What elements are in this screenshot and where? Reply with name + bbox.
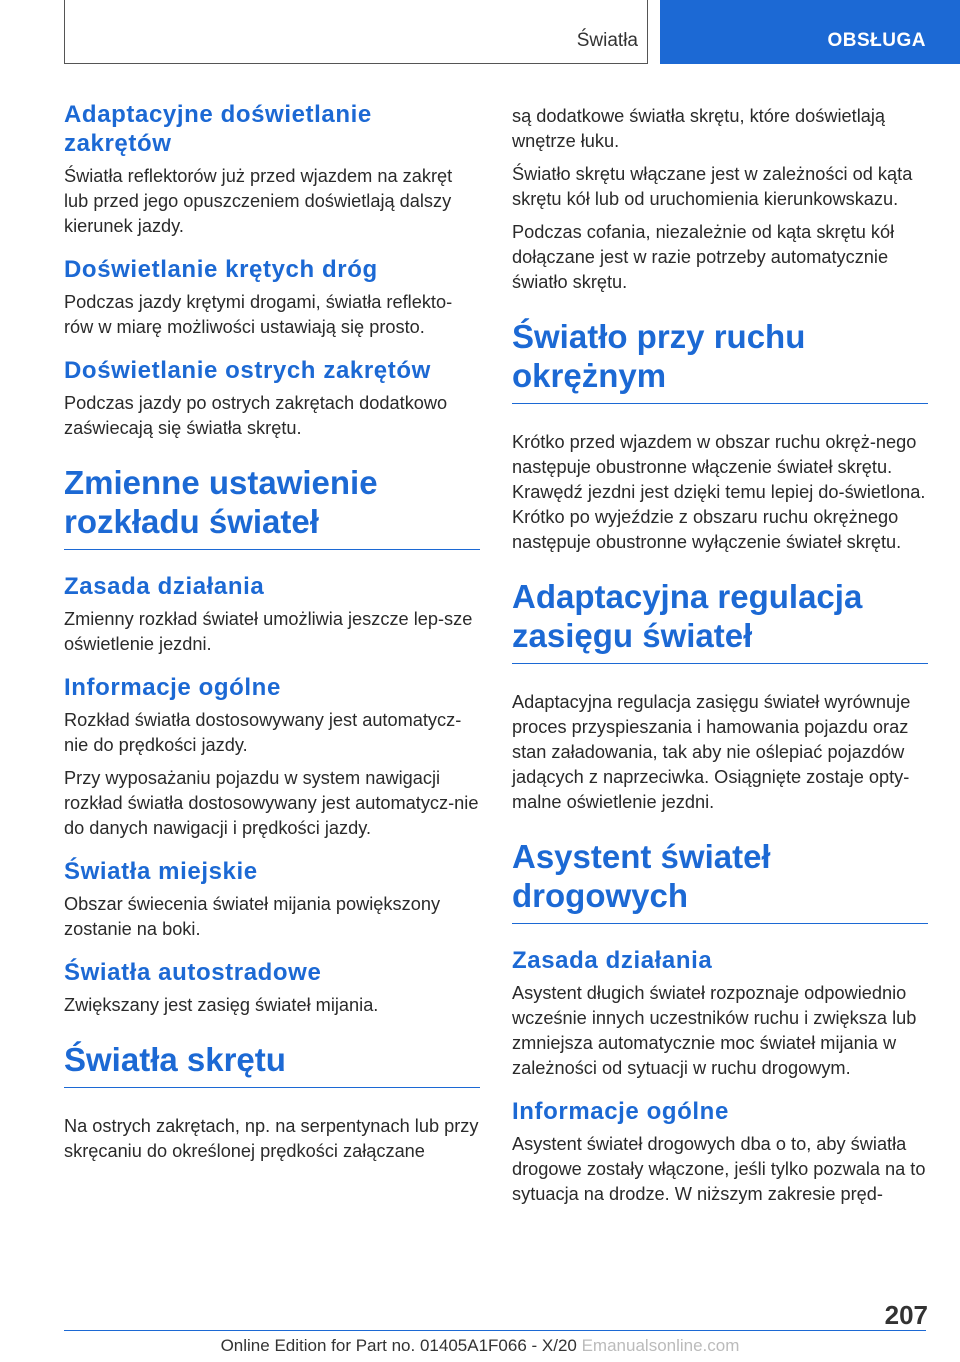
heading-general-info: Informacje ogólne <box>512 1098 729 1125</box>
paragraph: Przy wyposażaniu pojazdu w system nawigacji rozkład światła dostosowywany jest automatycz-nie do danych nawigacji i prędkości jazdy. <box>64 768 479 838</box>
watermark-url: Emanualsonline.com <box>581 1336 740 1355</box>
heading-adaptive-range-control: Adaptacyjna regulacja zasięgu świateł <box>512 577 928 664</box>
edition-text: Online Edition for Part no. 01405A1F066 - X/20 <box>220 1336 577 1355</box>
left-column <box>64 100 480 1172</box>
paragraph: Podczas jazdy po ostrych zakrętach dodatkowo zaświecają się światła skrętu. <box>64 393 448 438</box>
paragraph: są dodatkowe światła skrętu, które doświetlają wnętrze łuku. <box>512 106 886 151</box>
paragraph: Asystent świateł drogowych dba o to, aby światła drogowe zostały włączone, jeśli tylko pozwala na to sytuacja na drodze. W niższym zakresie pręd- <box>512 1134 926 1204</box>
heading-variable-light-distribution: Zmienne ustawienie rozkładu świateł <box>64 463 480 550</box>
heading-roundabout-light: Światło przy ruchu okrężnym <box>512 317 928 404</box>
heading-sharp-curves: Doświetlanie ostrych zakrętów <box>64 357 431 384</box>
heading-high-beam-assistant: Asystent świateł drogowych <box>512 837 928 924</box>
page-number: 207 <box>884 1300 928 1330</box>
paragraph: Światła reflektorów już przed wjazdem na zakręt lub przed jego opuszczeniem doświetlają dalszy kierunek jazdy. <box>64 166 453 236</box>
footer-divider <box>64 1330 926 1331</box>
footer-edition-line <box>0 1336 960 1356</box>
heading-adaptive-curve-lighting: Adaptacyjne doświetlanie zakrętów <box>64 101 372 157</box>
paragraph: Obszar świecenia świateł mijania powiększony zostanie na boki. <box>64 894 441 939</box>
paragraph: Podczas jazdy krętymi drogami, światła reflekto-rów w miarę możliwości ustawiają się prosto. <box>64 292 453 337</box>
heading-city-lights: Światła miejskie <box>64 858 258 885</box>
header-section-title: Światła <box>576 30 638 51</box>
right-column <box>512 100 928 1215</box>
heading-winding-roads: Doświetlanie krętych dróg <box>64 256 378 283</box>
paragraph: Na ostrych zakrętach, np. na serpentynach lub przy skręcaniu do określonej prędkości załączane <box>64 1116 479 1161</box>
paragraph: Krótko przed wjazdem w obszar ruchu okręż-nego następuje obustronne włączenie świateł skrętu. Krawędź jezdni jest dzięki temu lepiej do-świetlona. Krótko po wyjeździe z obszaru ruchu okrężnego następuje obustronne wyłączenie świateł skrętu. <box>512 432 926 552</box>
paragraph: Adaptacyjna regulacja zasięgu świateł wyrównuje proces przyspieszania i hamowania pojazdu oraz stan załadowania, tak aby nie oślepiać pojazdów jadących z naprzeciwka. Osiągnięte zostaje opty-malne oświetlenie jezdni. <box>512 692 911 812</box>
paragraph: Podczas cofania, niezależnie od kąta skrętu kół dołączane jest w razie potrzeby automatycznie światło skrętu. <box>512 222 895 292</box>
paragraph: Rozkład światła dostosowywany jest automatycz-nie do prędkości jazdy. <box>64 710 462 755</box>
heading-general-info: Informacje ogólne <box>64 674 281 701</box>
paragraph: Zwiększany jest zasięg świateł mijania. <box>64 995 379 1015</box>
heading-principle: Zasada działania <box>64 573 265 600</box>
heading-turning-lights: Światła skrętu <box>64 1040 480 1088</box>
paragraph: Światło skrętu włączane jest w zależności od kąta skrętu kół lub od uruchomienia kierunkowskazu. <box>512 164 913 209</box>
header-chapter-tab: OBSŁUGA <box>660 0 960 64</box>
heading-principle: Zasada działania <box>512 947 713 974</box>
heading-highway-lights: Światła autostradowe <box>64 959 322 986</box>
paragraph: Zmienny rozkład świateł umożliwia jeszcze lep-sze oświetlenie jezdni. <box>64 609 473 654</box>
paragraph: Asystent długich świateł rozpoznaje odpowiednio wcześnie innych uczestników ruchu i zwiększa lub zmniejsza automatycznie moc świateł mijania w zależności od sytuacji w ruchu drogowym. <box>512 983 917 1078</box>
